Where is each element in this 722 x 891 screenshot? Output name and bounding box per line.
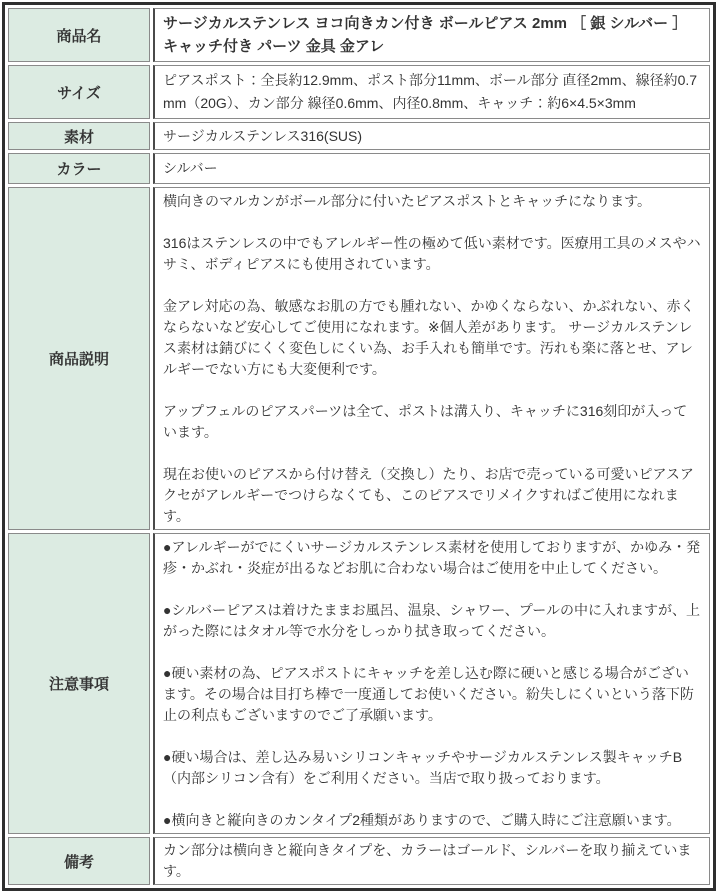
table-row-material (8, 122, 710, 150)
row-value-product-name: サージカルステンレス ヨコ向きカン付き ボールピアス 2mm ［ 銀 シルバー ］ キャッチ付き パーツ 金具 金アレ (153, 8, 710, 62)
description-paragraph: 316はステンレスの中でもアレルギー性の極めて低い素材です。医療用工具のメスやハサミ、ボディピアスにも使用されています。 (163, 235, 701, 272)
description-paragraph: アップフェルのピアスパーツは全て、ポストは溝入り、キャッチに316刻印が入っています。 (163, 403, 688, 440)
description-paragraph: 金アレ対応の為、敏感なお肌の方でも腫れない、かゆくならない、かぶれない、赤くならないなど安心してご使用になれます。※個人差があります。 サージカルステンレス素材は錆びにくく変色しにくい為、お手入れも簡単です。汚れも楽に落とせ、アレルギーでない方にも大変便利です。 (163, 298, 695, 377)
row-label-description: 商品説明 (8, 187, 150, 530)
caution-paragraph: ●アレルギーがでにくいサージカルステンレス素材を使用しておりますが、かゆみ・発疹・かぶれ・炎症が出るなどお肌に合わない場合はご使用を中止してください。 (163, 539, 701, 576)
row-label-size: サイズ (8, 65, 150, 119)
product-spec-table (2, 2, 716, 891)
row-value-size: ピアスポスト：全長約12.9mm、ポスト部分11mm、ボール部分 直径2mm、線径約0.7mm（20G）、カン部分 線径0.6mm、内径0.8mm、キャッチ：約6×4.5×3mm (153, 65, 710, 119)
row-value-caution (153, 533, 710, 834)
row-value-description (153, 187, 710, 530)
table-row-product-name (8, 8, 710, 62)
description-paragraph: 現在お使いのピアスから付け替え（交換し）たり、お店で売っている可愛いピアスアクセがアレルギーでつけらなくても、このピアスでリメイクすればご使用になれます。 (163, 466, 694, 524)
row-value-note: カン部分は横向きと縦向きタイプを、カラーはゴールド、シルバーを取り揃えています。 (153, 837, 710, 885)
caution-paragraph: ●硬い場合は、差し込み易いシリコンキャッチやサージカルステンレス製キャッチB（内部シリコン含有）をご利用ください。当店で取り扱っております。 (163, 749, 683, 786)
description-paragraph: 横向きのマルカンがボール部分に付いたピアスポストとキャッチになります。 (163, 193, 652, 209)
row-label-material: 素材 (8, 122, 150, 150)
caution-paragraph: ●シルバーピアスは着けたままお風呂、温泉、シャワー、プールの中に入れますが、上がった際にはタオル等で水分をしっかり拭き取ってください。 (163, 602, 701, 639)
row-label-color: カラー (8, 153, 150, 184)
table-row-size (8, 65, 710, 119)
table-row-caution (8, 533, 710, 834)
row-label-caution: 注意事項 (8, 533, 150, 834)
row-value-color: シルバー (153, 153, 710, 184)
row-value-material: サージカルステンレス316(SUS) (153, 122, 710, 150)
row-label-product-name: 商品名 (8, 8, 150, 62)
table-row-color (8, 153, 710, 184)
row-label-note: 備考 (8, 837, 150, 885)
table-row-description (8, 187, 710, 530)
table-row-note (8, 837, 710, 885)
caution-paragraph: ●硬い素材の為、ピアスポストにキャッチを差し込む際に硬いと感じる場合がございます。その場合は目打ち棒で一度通してお使いください。紛失しにくいという落下防止の利点もございますのでご了承願います。 (163, 665, 694, 723)
caution-paragraph: ●横向きと縦向きのカンタイプ2種類がありますので、ご購入時にご注意願います。 (163, 812, 681, 828)
